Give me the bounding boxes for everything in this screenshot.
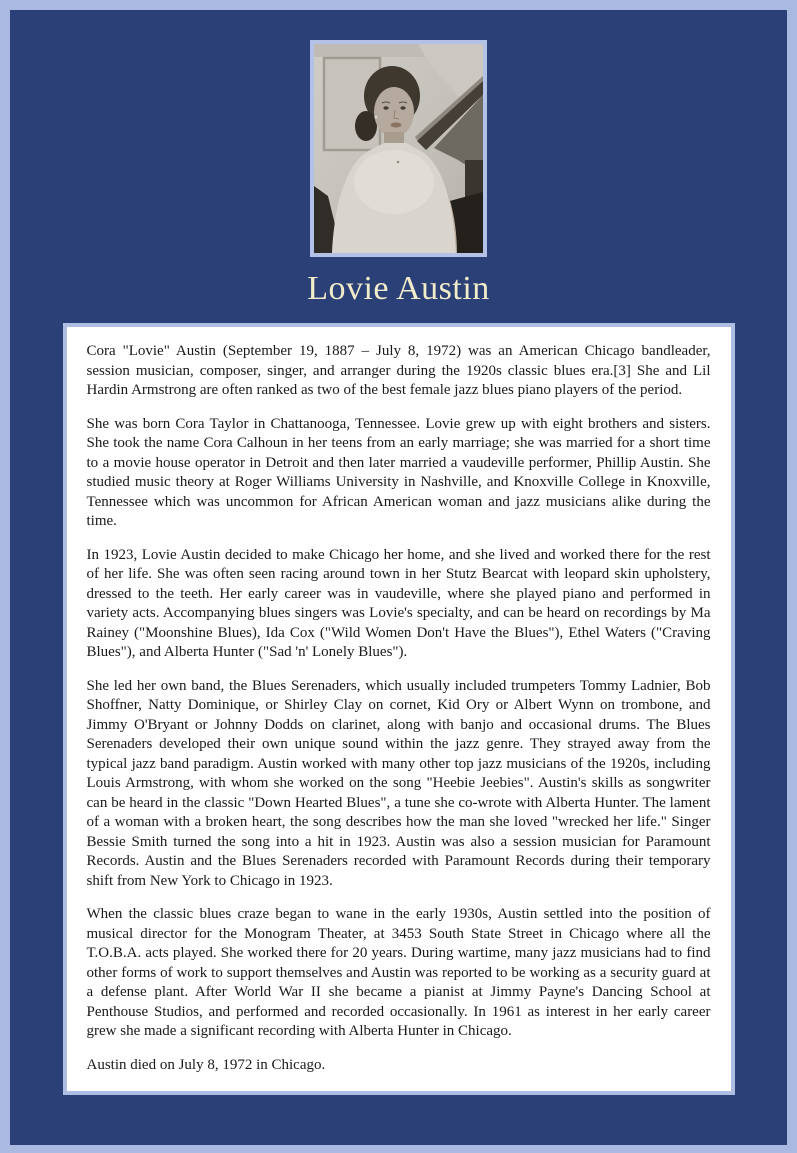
paragraph-blues-serenaders: She led her own band, the Blues Serenaders, which usually included trumpeters Tommy Ladnier, Bob Shoffner, Natty Dominique, or Shirley Clay on cornet, Kid Ory or Albert Wynn on trombone, and Jimmy O'Bryant or Johnny Dodds on clarinet, along with banjo and occasional drums. The Blues Serenaders developed their own unique sound within the jazz genre. They strayed away from the typical jazz band paradigm. Austin worked with many other top jazz musicians of the 1920s, including Louis Armstrong, with whom she worked on the song "Heebie Jeebies". Austin's skills as songwriter can be heard in the classic "Down Hearted Blues", a tune she co-wrote with Alberta Hunter. The lament of a woman with a broken heart, the song describes how the man she loved "wrecked her life." Singer Bessie Smith turned the song into a hit in 1923. Austin was also a session musician for Paramount Records. Austin and the Blues Serenaders recorded with Paramount Records during their temporary shift from New York to Chicago in 1923. xyxy=(86,677,711,889)
photo-hair-bun xyxy=(355,111,377,141)
portrait-image xyxy=(314,44,483,253)
paragraph-later-career: When the classic blues craze began to wane in the early 1930s, Austin settled into the position of musical director for the Monogram Theater, at 3453 South State Street in Chicago where all the T.O.B.A. acts played. She worked there for 20 years. During wartime, many jazz musicians had to find other forms of work to support themselves and Austin was reported to be working as a security guard at a defense plant. After World War II she became a pianist at Jimmy Payne's Dancing School at Penthouse Studios, and performed and recorded occasionally. In 1961 as interest in her early career grew she made a significant recording with Alberta Hunter in Chicago. xyxy=(86,906,711,1039)
paragraph-death: Austin died on July 8, 1972 in Chicago. xyxy=(86,1056,326,1073)
paragraph-early-life: She was born Cora Taylor in Chattanooga, Tennessee. Lovie grew up with eight brothers and sisters. She took the name Cora Calhoun in her teens from an early marriage; she was married for a short time to a movie house operator in Detroit and then later married a vaudeville performer, Phillip Austin. She studied music theory at Roger Williams University in Nashville, and Knoxville College in Knoxville, Tennessee which was uncommon for African American woman and jazz musicians alike during the time. xyxy=(86,415,711,529)
photo-eye-left xyxy=(383,106,388,109)
photo-necklace xyxy=(397,161,400,164)
paragraph-chicago: In 1923, Lovie Austin decided to make Chicago her home, and she lived and worked there for the rest of her life. She was often seen racing around town in her Stutz Bearcat with leopard skin upholstery, dressed to the teeth. Her early career was in vaudeville, where she played piano and performed in variety acts. Accompanying blues singers was Lovie's specialty, and can be heard on recordings by Ma Rainey ("Moonshine Blues), Ida Cox ("Wild Women Don't Have the Blues"), Ethel Waters ("Craving Blues"), and Alberta Hunter ("Sad 'n' Lonely Blues"). xyxy=(86,546,711,660)
photo-dress-highlight xyxy=(354,150,434,214)
photo-face xyxy=(374,87,414,137)
photo-lips xyxy=(391,123,402,128)
portrait-photo xyxy=(310,40,487,257)
page-title: Lovie Austin xyxy=(307,270,490,307)
paragraph-intro: Cora "Lovie" Austin (September 19, 1887 – July 8, 1972) was an American Chicago bandleader, session musician, composer, singer, and arranger during the 1920s classic blues era.[3] She and Lil Hardin Armstrong are often ranked as two of the best female jazz blues piano players of the period. xyxy=(86,343,711,398)
photo-earring xyxy=(375,116,378,119)
article-box xyxy=(63,323,735,1095)
photo-eye-right xyxy=(400,106,405,109)
